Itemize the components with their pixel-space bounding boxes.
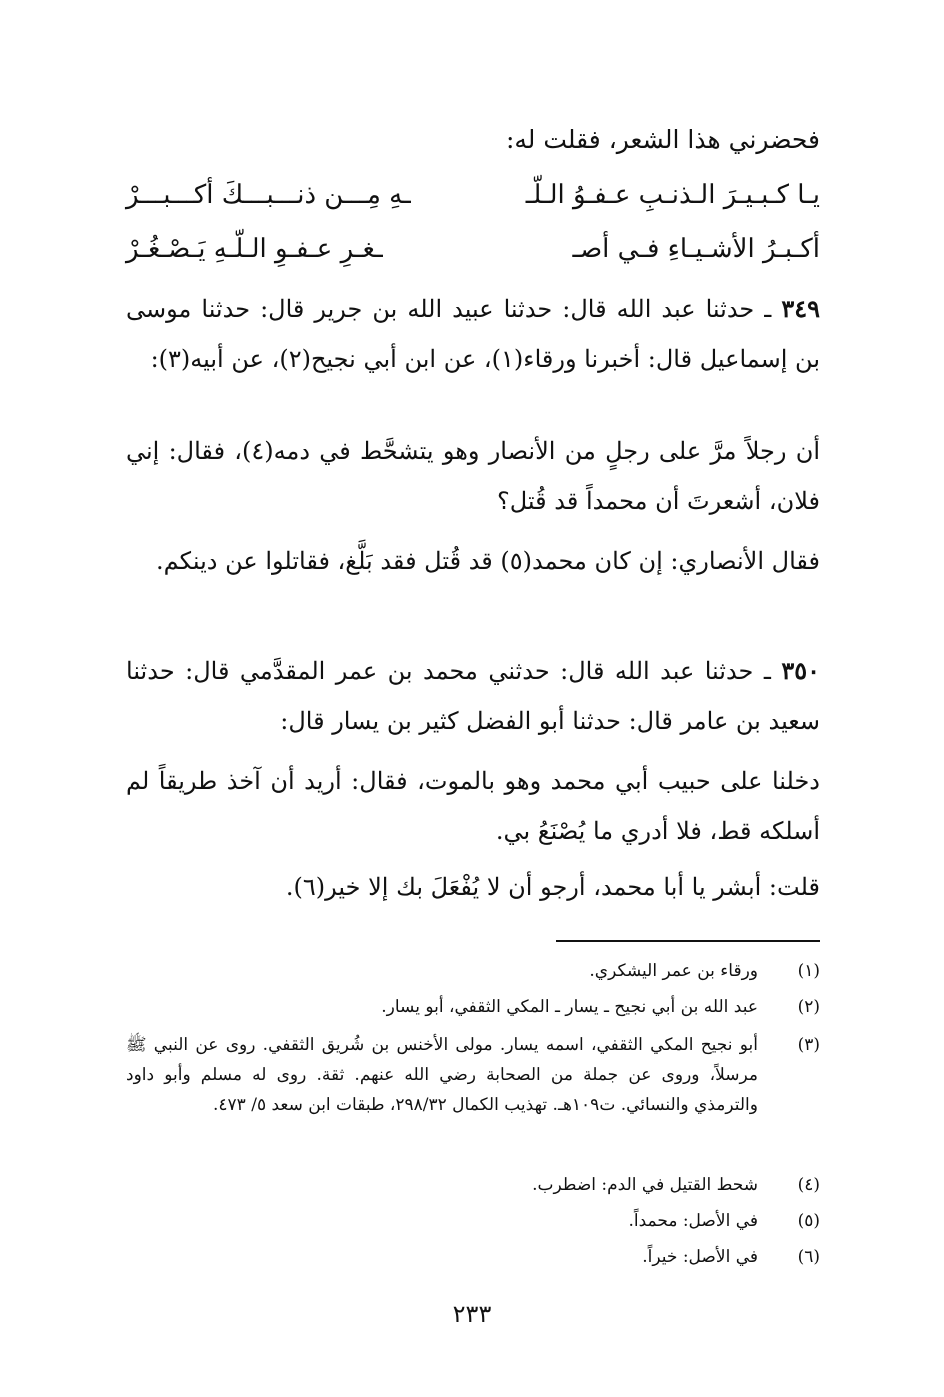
footnote-text: ورقاء بن عمر اليشكري.: [589, 961, 758, 981]
footnote-separator: [556, 940, 820, 942]
footnote-3: [126, 1030, 820, 1120]
verse-second-hemistich: ـهِ مِـــن ذنـــبـــكَ أكـــبـــرْ: [126, 180, 411, 210]
footnote-text: في الأصل: خيراً.: [642, 1247, 758, 1267]
poem-verse-2: [126, 234, 820, 278]
footnote-2: [126, 992, 820, 1022]
footnote-4: [126, 1170, 820, 1200]
hadith-number: ٣٤٩: [781, 294, 820, 323]
isnad-text: ـ حدثنا عبد الله قال: حدثني محمد بن عمر المقدَّمي قال: حدثنا سعيد بن عامر قال: حدثنا أبو الفضل كثير بن يسار قال:: [126, 657, 820, 735]
footnote-number: (١): [797, 961, 820, 981]
hadith-number: ٣٥٠: [781, 656, 820, 685]
verse-first-hemistich: يـا كـبـيـرَ الـذنـبِ عـفـوُ الـلّـ: [525, 180, 820, 210]
poem-verse-1: [126, 180, 820, 224]
hadith-349-reply: فقال الأنصاري: إن كان محمد(٥) قد قُتل فقد بَلَّغ، فقاتلوا عن دينكم.: [156, 547, 820, 575]
footnote-number: (٣): [797, 1035, 820, 1055]
footnote-6: [126, 1242, 820, 1272]
isnad-text: ـ حدثنا عبد الله قال: حدثنا عبيد الله بن جرير قال: حدثنا موسى بن إسماعيل قال: أخبرنا ورقاء(١)، عن ابن أبي نجيح(٢)، عن أبيه(٣):: [126, 295, 820, 373]
footnote-text: في الأصل: محمداً.: [628, 1211, 758, 1231]
verse-first-hemistich: أكـبـرُ الأشـيـاءِ فـي أصـ: [572, 234, 820, 264]
hadith-349-matn: أن رجلاً مرَّ على رجلٍ من الأنصار وهو يتشحَّط في دمه(٤)، فقال: إني فلان، أشعرتَ أن محمداً قد قُتل؟: [126, 437, 821, 515]
footnote-number: (٤): [797, 1175, 820, 1195]
hadith-349-isnad: [126, 284, 820, 384]
footnote-number: (٢): [797, 997, 820, 1017]
footnote-text: عبد الله بن أبي نجيح ـ يسار ـ المكي الثقفي، أبو يسار.: [381, 997, 758, 1017]
footnote-number: (٦): [797, 1247, 820, 1267]
page-number: ٢٣٣: [452, 1300, 492, 1328]
footnote-5: [126, 1206, 820, 1236]
verse-second-hemistich: ـغـرِ عـفـوِ الـلّـهِ يَـصْـغُـرْ: [126, 234, 383, 264]
intro-line: فحضرني هذا الشعر، فقلت له:: [505, 125, 820, 154]
hadith-350-reply: قلت: أبشر يا أبا محمد، أرجو أن لا يُفْعَلَ بك إلا خير(٦).: [285, 873, 820, 901]
hadith-350-matn: دخلنا على حبيب أبي محمد وهو بالموت، فقال: أريد أن آخذ طريقاً لم أسلكه قط، فلا أدري ما يُصْنَعُ بي.: [126, 767, 820, 845]
footnote-1: [126, 956, 820, 986]
footnote-number: (٥): [797, 1211, 820, 1231]
footnote-text: شحط القتيل في الدم: اضطرب.: [532, 1175, 758, 1195]
footnote-text: أبو نجيح المكي الثقفي، اسمه يسار. مولى الأخنس بن شُريق الثقفي. روى عن النبي ﷺ مرسلاً، وروى عن جملة من الصحابة رضي الله عنهم. ثقة. روى له مسلم وأبو داود والترمذي والنسائي. ت١٠٩هـ. تهذيب الكمال ٢٩٨/٣٢، طبقات ابن سعد ٥/ ٤٧٣.: [126, 1035, 758, 1115]
hadith-350-isnad: [126, 646, 820, 746]
